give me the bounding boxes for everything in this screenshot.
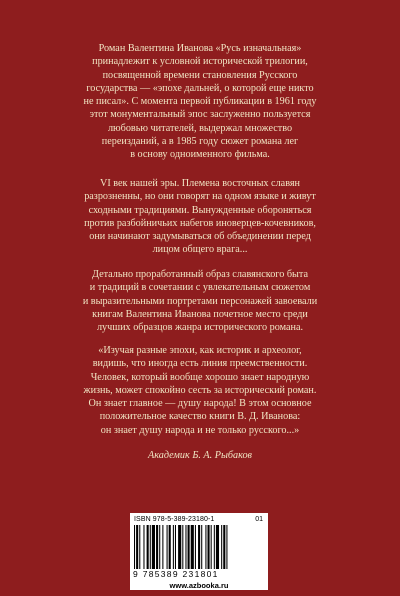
- barcode-bar: [175, 525, 176, 569]
- text-line: Он знает главное — душу народа! В этом основное: [88, 398, 312, 410]
- barcode-bar: [214, 525, 215, 569]
- text-line: видишь, что иногда есть линия преемственности.: [92, 358, 308, 370]
- text-line: Человек, который вообще хорошо знает народную: [90, 371, 310, 383]
- barcode-bar: [139, 525, 140, 569]
- barcode-bar: [136, 525, 138, 569]
- barcode-bar: [188, 525, 190, 569]
- barcode-bar: [185, 525, 186, 569]
- text-line: в основу одноименного фильма.: [130, 149, 270, 161]
- isbn-addon: 01: [255, 516, 263, 523]
- barcode-bar: [198, 525, 200, 569]
- quote-author: Академик Б. А. Рыбаков: [148, 450, 252, 461]
- text-line: положительное качество книги В. Д. Иванова:: [99, 411, 301, 423]
- isbn-barcode: [130, 513, 268, 590]
- barcode-bar: [223, 525, 225, 569]
- text-line: и выразительными портретами персонажей завоевали: [82, 295, 318, 307]
- text-line: жизнь, может спокойно сесть за исторический роман.: [83, 384, 317, 396]
- barcode-bar: [169, 525, 171, 569]
- annotation-paragraph-2: [40, 177, 360, 257]
- text-line: Роман Валентина Иванова «Русь изначальная»: [98, 43, 302, 54]
- barcode-bar: [159, 525, 160, 569]
- text-line: любовью читателей, выдержал множество: [107, 122, 293, 134]
- text-line: «Изучая разные эпохи, как историк и археолог,: [98, 345, 302, 356]
- text-line: переизданий, а в 1985 году сюжет романа лег: [101, 136, 299, 148]
- text-line: книгам Валентина Иванова почетное место среди: [92, 308, 308, 320]
- barcode-bar: [195, 525, 196, 569]
- text-line: принадлежит к условной исторической трилогии,: [92, 56, 308, 68]
- barcode-bar: [216, 525, 219, 569]
- barcode-bar: [143, 525, 144, 569]
- barcode-bar: [167, 525, 168, 569]
- barcode-bar: [152, 525, 155, 569]
- isbn-number: ISBN 978-5-389-23180-1: [134, 516, 215, 523]
- barcode-bar: [178, 525, 181, 569]
- barcode-bar: [191, 525, 194, 569]
- barcode-bar: [134, 525, 135, 569]
- text-line: этот монументальный эпос заслуженно пользуется: [89, 109, 311, 121]
- text-line: он знает душу народа и не только русского...»: [100, 424, 300, 436]
- text-line: сходными традициями. Вынужденные обороняться: [88, 204, 312, 216]
- barcode-bar: [208, 525, 210, 569]
- annotation-paragraph-1: [40, 42, 360, 162]
- barcode-digits: 9 785389 231801: [133, 569, 219, 579]
- barcode-bar: [156, 525, 158, 569]
- text-line: лучших образцов жанра исторического романа.: [96, 322, 304, 334]
- barcode-bars: [134, 525, 264, 569]
- barcode-bar: [205, 525, 206, 569]
- publisher-url: www.azbooka.ru: [169, 581, 229, 590]
- quote-paragraph: [40, 344, 360, 437]
- barcode-bar: [150, 525, 151, 569]
- barcode-bar: [211, 525, 212, 569]
- text-line: не писал». С момента первой публикации в 1961 году: [83, 96, 317, 108]
- text-line: и традиций в сочетании с увлекательным сюжетом: [89, 282, 311, 294]
- text-line: государства — «эпохе дальней, о которой еще никто: [86, 82, 314, 94]
- barcode-bar: [162, 525, 163, 569]
- text-line: Детально проработанный образ славянского быта: [92, 269, 308, 280]
- barcode-bar: [147, 525, 149, 569]
- text-line: посвященной времени становления Русского: [102, 69, 298, 81]
- text-line: они начинают задумываться об объединении перед: [89, 231, 311, 243]
- text-line: разрозненны, но они говорят на одном языке и живут: [84, 191, 316, 203]
- barcode-bar: [221, 525, 222, 569]
- text-line: лицом общего врага...: [152, 244, 248, 256]
- annotation-paragraph-3: [40, 268, 360, 334]
- text-line: VI век нашей эры. Племена восточных славян: [99, 178, 301, 189]
- barcode-bar: [173, 525, 174, 569]
- barcode-bar: [226, 525, 227, 569]
- barcode-bar: [201, 525, 202, 569]
- text-line: против разбойничьих набегов иноверцев-кочевников,: [84, 217, 316, 229]
- barcode-bar: [182, 525, 183, 569]
